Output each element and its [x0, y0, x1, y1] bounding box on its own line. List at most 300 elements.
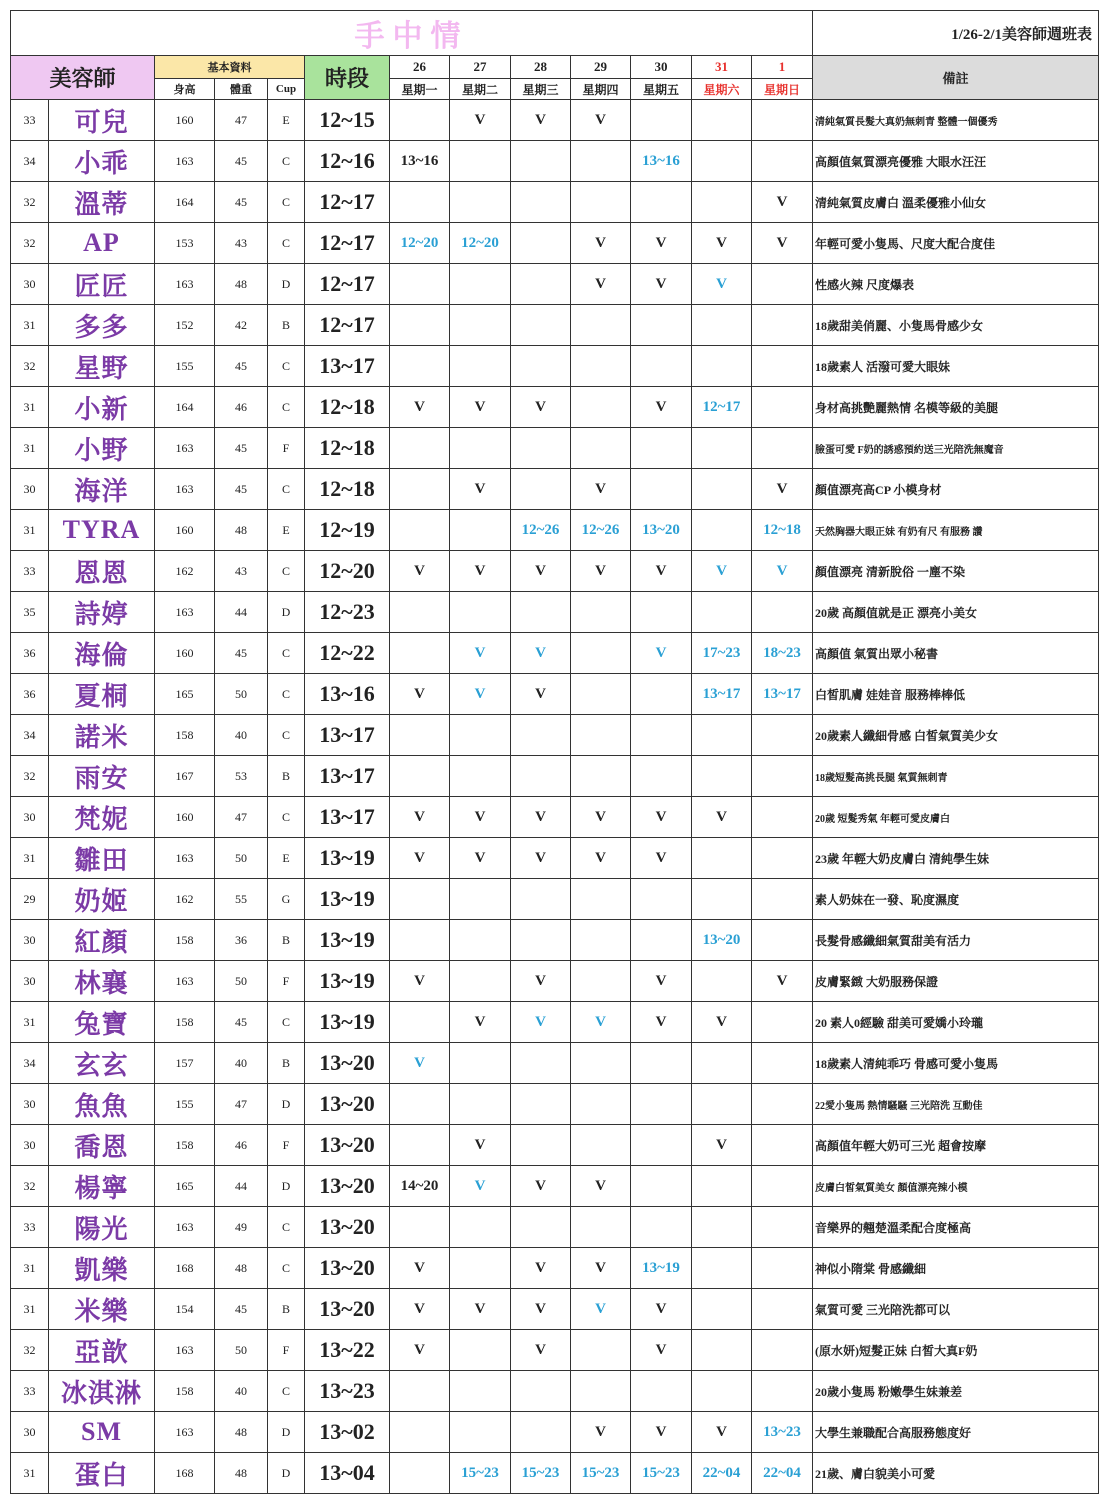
day-availability-cell: 13~20 [631, 510, 692, 551]
day-availability-cell: 13~19 [631, 1248, 692, 1289]
day-availability-cell: V [752, 223, 813, 264]
day-availability-cell [450, 141, 511, 182]
therapist-age: 32 [11, 1166, 49, 1207]
day-availability-cell [571, 1330, 631, 1371]
basic-info-header: 基本資料 [155, 56, 305, 79]
day-availability-cell: V [390, 551, 450, 592]
therapist-name: 詩婷 [49, 592, 155, 633]
day-availability-cell: V [571, 838, 631, 879]
therapist-age: 33 [11, 551, 49, 592]
shift-time: 13~20 [305, 1166, 390, 1207]
day-availability-cell: 22~04 [692, 1453, 752, 1494]
therapist-weight: 43 [215, 223, 268, 264]
therapist-cup: C [268, 141, 305, 182]
day-weekday: 星期四 [571, 79, 631, 100]
day-availability-cell [752, 1248, 813, 1289]
therapist-age: 30 [11, 920, 49, 961]
day-availability-cell [692, 1248, 752, 1289]
therapist-name: 楊寧 [49, 1166, 155, 1207]
therapist-age: 30 [11, 469, 49, 510]
therapist-cup: B [268, 1043, 305, 1084]
therapist-age: 32 [11, 346, 49, 387]
therapist-age: 30 [11, 1084, 49, 1125]
shift-time: 13~17 [305, 346, 390, 387]
note-header: 備註 [813, 56, 1099, 100]
day-availability-cell: V [390, 797, 450, 838]
day-availability-cell: V [450, 551, 511, 592]
therapist-name: 陽光 [49, 1207, 155, 1248]
day-availability-cell [390, 1207, 450, 1248]
day-availability-cell [692, 428, 752, 469]
day-availability-cell [511, 469, 571, 510]
day-availability-cell [571, 756, 631, 797]
table-row [11, 756, 1099, 797]
day-availability-cell [571, 428, 631, 469]
table-row [11, 797, 1099, 838]
therapist-name: 喬恩 [49, 1125, 155, 1166]
shift-time: 12~17 [305, 264, 390, 305]
day-availability-cell: 15~23 [571, 1453, 631, 1494]
day-availability-cell: V [631, 797, 692, 838]
day-availability-cell: V [631, 551, 692, 592]
shift-time: 12~19 [305, 510, 390, 551]
therapist-cup: C [268, 715, 305, 756]
therapist-age: 31 [11, 1248, 49, 1289]
therapist-cup: F [268, 1330, 305, 1371]
day-availability-cell [631, 469, 692, 510]
therapist-age: 33 [11, 1207, 49, 1248]
day-availability-cell [631, 1166, 692, 1207]
table-row [11, 346, 1099, 387]
shift-time: 13~20 [305, 1043, 390, 1084]
day-availability-cell [692, 182, 752, 223]
day-availability-cell [571, 633, 631, 674]
therapist-weight: 40 [215, 715, 268, 756]
therapist-name: 可兒 [49, 100, 155, 141]
day-availability-cell: V [571, 1289, 631, 1330]
day-availability-cell [752, 1371, 813, 1412]
day-availability-cell [390, 100, 450, 141]
day-availability-cell [450, 305, 511, 346]
therapist-weight: 43 [215, 551, 268, 592]
title-row [11, 11, 1099, 56]
therapist-height: 163 [155, 1412, 215, 1453]
therapist-note: (原水妍)短髮正妹 白皙大真F奶 [813, 1330, 1099, 1371]
day-availability-cell: V [631, 961, 692, 1002]
day-availability-cell: V [390, 961, 450, 1002]
shift-time: 12~18 [305, 428, 390, 469]
day-date: 26 [390, 56, 450, 79]
day-date: 29 [571, 56, 631, 79]
therapist-note: 高顏值 氣質出眾小秘書 [813, 633, 1099, 674]
therapist-weight: 49 [215, 1207, 268, 1248]
therapist-note: 大學生兼職配合高服務態度好 [813, 1412, 1099, 1453]
therapist-name: 梵妮 [49, 797, 155, 838]
therapist-cup: E [268, 510, 305, 551]
day-availability-cell: V [631, 1002, 692, 1043]
therapist-note: 20歲 短髮秀氣 年輕可愛皮膚白 [813, 797, 1099, 838]
therapist-age: 30 [11, 1125, 49, 1166]
table-row [11, 1084, 1099, 1125]
therapist-height: 163 [155, 592, 215, 633]
therapist-cup: C [268, 797, 305, 838]
day-availability-cell [571, 1207, 631, 1248]
table-row [11, 674, 1099, 715]
therapist-note: 天然胸器大眼正妹 有奶有尺 有服務 讚 [813, 510, 1099, 551]
day-availability-cell [752, 1330, 813, 1371]
therapist-weight: 45 [215, 1002, 268, 1043]
therapist-cup: F [268, 428, 305, 469]
day-availability-cell: V [390, 1289, 450, 1330]
day-availability-cell: V [511, 1330, 571, 1371]
shift-time: 13~17 [305, 715, 390, 756]
therapist-weight: 45 [215, 633, 268, 674]
day-availability-cell [752, 715, 813, 756]
day-weekday: 星期三 [511, 79, 571, 100]
therapist-weight: 36 [215, 920, 268, 961]
table-row [11, 1207, 1099, 1248]
day-availability-cell: V [390, 387, 450, 428]
therapist-age: 36 [11, 674, 49, 715]
therapist-name: 奶姬 [49, 879, 155, 920]
day-weekday: 星期五 [631, 79, 692, 100]
therapist-cup: E [268, 838, 305, 879]
therapist-name: 雨安 [49, 756, 155, 797]
therapist-age: 31 [11, 838, 49, 879]
therapist-age: 32 [11, 1330, 49, 1371]
day-availability-cell: V [752, 182, 813, 223]
day-availability-cell: V [571, 1166, 631, 1207]
day-availability-cell [692, 1166, 752, 1207]
day-availability-cell [390, 510, 450, 551]
therapist-name: 諾米 [49, 715, 155, 756]
day-availability-cell: 13~17 [692, 674, 752, 715]
day-date: 28 [511, 56, 571, 79]
day-availability-cell [571, 1371, 631, 1412]
table-row [11, 1330, 1099, 1371]
day-availability-cell [752, 838, 813, 879]
day-availability-cell [692, 1330, 752, 1371]
therapist-height: 160 [155, 510, 215, 551]
day-availability-cell: V [692, 1412, 752, 1453]
therapist-weight: 53 [215, 756, 268, 797]
therapist-cup: C [268, 182, 305, 223]
day-availability-cell: V [692, 1002, 752, 1043]
therapist-height: 158 [155, 715, 215, 756]
therapist-note: 臉蛋可愛 F奶的誘惑預約送三光陪洗無魔音 [813, 428, 1099, 469]
day-availability-cell [450, 1371, 511, 1412]
day-weekday: 星期一 [390, 79, 450, 100]
day-availability-cell: V [450, 1002, 511, 1043]
shift-time: 12~23 [305, 592, 390, 633]
day-availability-cell: V [450, 1125, 511, 1166]
therapist-height: 163 [155, 264, 215, 305]
day-availability-cell [571, 1084, 631, 1125]
therapist-name: 凱樂 [49, 1248, 155, 1289]
therapist-note: 20 素人0經驗 甜美可愛嬌小玲瓏 [813, 1002, 1099, 1043]
therapist-cup: C [268, 1371, 305, 1412]
therapist-height: 162 [155, 879, 215, 920]
shift-time: 13~22 [305, 1330, 390, 1371]
day-availability-cell: 12~17 [692, 387, 752, 428]
day-availability-cell: 15~23 [631, 1453, 692, 1494]
day-availability-cell [450, 920, 511, 961]
table-row [11, 1166, 1099, 1207]
day-availability-cell: V [450, 387, 511, 428]
therapist-name: 小乖 [49, 141, 155, 182]
day-availability-cell [631, 920, 692, 961]
day-availability-cell: V [390, 1330, 450, 1371]
day-availability-cell: V [390, 674, 450, 715]
therapist-cup: C [268, 551, 305, 592]
day-availability-cell [511, 1043, 571, 1084]
day-availability-cell: V [511, 1248, 571, 1289]
therapist-name: TYRA [49, 510, 155, 551]
day-availability-cell [752, 756, 813, 797]
therapist-cup: C [268, 674, 305, 715]
weight-header: 體重 [215, 79, 268, 100]
day-availability-cell [692, 1207, 752, 1248]
shift-time: 12~17 [305, 182, 390, 223]
shift-time: 12~16 [305, 141, 390, 182]
therapist-note: 清純氣質皮膚白 溫柔優雅小仙女 [813, 182, 1099, 223]
day-availability-cell: V [752, 551, 813, 592]
day-availability-cell: 14~20 [390, 1166, 450, 1207]
day-availability-cell [631, 756, 692, 797]
day-availability-cell [450, 346, 511, 387]
therapist-weight: 48 [215, 1412, 268, 1453]
day-availability-cell: 13~20 [692, 920, 752, 961]
therapist-height: 163 [155, 469, 215, 510]
therapist-note: 音樂界的翹楚溫柔配合度極高 [813, 1207, 1099, 1248]
day-availability-cell: V [752, 469, 813, 510]
shift-time: 12~15 [305, 100, 390, 141]
day-availability-cell: V [450, 1166, 511, 1207]
day-availability-cell [571, 305, 631, 346]
therapist-note: 素人奶妹在一發、恥度濕度 [813, 879, 1099, 920]
day-availability-cell: 13~23 [752, 1412, 813, 1453]
therapist-cup: B [268, 920, 305, 961]
therapist-height: 167 [155, 756, 215, 797]
therapist-note: 21歲、膚白貌美小可愛 [813, 1453, 1099, 1494]
day-availability-cell: V [511, 1289, 571, 1330]
therapist-cup: B [268, 1289, 305, 1330]
day-availability-cell: V [692, 1125, 752, 1166]
day-availability-cell [390, 1412, 450, 1453]
therapist-weight: 50 [215, 838, 268, 879]
shift-time: 13~16 [305, 674, 390, 715]
therapist-note: 18歲甜美俏麗、小隻馬骨感少女 [813, 305, 1099, 346]
day-availability-cell [390, 1453, 450, 1494]
day-availability-cell: V [390, 1248, 450, 1289]
day-availability-cell [511, 592, 571, 633]
therapist-cup: D [268, 592, 305, 633]
day-availability-cell: V [511, 797, 571, 838]
therapist-note: 皮膚緊緻 大奶服務保證 [813, 961, 1099, 1002]
schedule-frame [10, 10, 1099, 1494]
day-availability-cell [752, 100, 813, 141]
table-row [11, 1125, 1099, 1166]
therapist-name: 溫蒂 [49, 182, 155, 223]
day-availability-cell [390, 715, 450, 756]
day-availability-cell: V [511, 838, 571, 879]
day-availability-cell [571, 961, 631, 1002]
time-header: 時段 [305, 56, 390, 100]
day-availability-cell [450, 1043, 511, 1084]
shift-time: 12~18 [305, 387, 390, 428]
therapist-age: 29 [11, 879, 49, 920]
therapist-cup: B [268, 756, 305, 797]
day-availability-cell [631, 592, 692, 633]
therapist-name: 小新 [49, 387, 155, 428]
table-row [11, 387, 1099, 428]
therapist-note: 年輕可愛小隻馬、尺度大配合度佳 [813, 223, 1099, 264]
therapist-weight: 45 [215, 182, 268, 223]
day-availability-cell [752, 1289, 813, 1330]
therapist-name: 海洋 [49, 469, 155, 510]
table-row [11, 510, 1099, 551]
therapist-height: 155 [155, 346, 215, 387]
day-availability-cell [511, 756, 571, 797]
therapist-age: 30 [11, 961, 49, 1002]
therapist-note: 身材高挑艷麗熱情 名模等級的美腿 [813, 387, 1099, 428]
day-availability-cell: V [571, 1412, 631, 1453]
therapist-age: 31 [11, 305, 49, 346]
day-availability-cell [571, 674, 631, 715]
shift-time: 13~19 [305, 838, 390, 879]
therapist-height: 155 [155, 1084, 215, 1125]
day-availability-cell [752, 428, 813, 469]
day-weekday: 星期日 [752, 79, 813, 100]
day-availability-cell [692, 346, 752, 387]
day-availability-cell [571, 592, 631, 633]
day-availability-cell [450, 1207, 511, 1248]
day-availability-cell [631, 305, 692, 346]
day-availability-cell [692, 879, 752, 920]
therapist-name: 米樂 [49, 1289, 155, 1330]
table-row [11, 428, 1099, 469]
week-title: 1/26-2/1美容師週班表 [813, 11, 1099, 56]
day-date: 1 [752, 56, 813, 79]
table-row [11, 838, 1099, 879]
therapist-age: 34 [11, 715, 49, 756]
day-availability-cell [692, 838, 752, 879]
therapist-weight: 40 [215, 1043, 268, 1084]
therapist-cup: C [268, 346, 305, 387]
day-availability-cell [571, 879, 631, 920]
table-row [11, 1248, 1099, 1289]
day-availability-cell [450, 1412, 511, 1453]
therapist-age: 32 [11, 182, 49, 223]
therapist-name: 林襄 [49, 961, 155, 1002]
therapist-note: 18歲短髮高挑長腿 氣質無刺青 [813, 756, 1099, 797]
table-row [11, 961, 1099, 1002]
table-row [11, 715, 1099, 756]
therapist-age: 31 [11, 428, 49, 469]
day-date: 31 [692, 56, 752, 79]
therapist-weight: 45 [215, 141, 268, 182]
therapist-weight: 44 [215, 1166, 268, 1207]
therapist-name: AP [49, 223, 155, 264]
therapist-height: 160 [155, 100, 215, 141]
day-availability-cell: V [571, 100, 631, 141]
therapist-note: 20歲小隻馬 粉嫩學生妹兼差 [813, 1371, 1099, 1412]
day-availability-cell [692, 100, 752, 141]
table-row [11, 1289, 1099, 1330]
shop-title: 手中情 [11, 11, 813, 56]
therapist-age: 31 [11, 1002, 49, 1043]
therapist-cup: D [268, 1166, 305, 1207]
day-availability-cell [631, 715, 692, 756]
day-date: 27 [450, 56, 511, 79]
therapist-weight: 42 [215, 305, 268, 346]
day-availability-cell: 12~26 [571, 510, 631, 551]
day-availability-cell [511, 715, 571, 756]
therapist-height: 163 [155, 961, 215, 1002]
therapist-cup: D [268, 1084, 305, 1125]
therapist-age: 34 [11, 141, 49, 182]
therapist-weight: 47 [215, 797, 268, 838]
therapist-note: 顏值漂亮 清新脫俗 一塵不染 [813, 551, 1099, 592]
therapist-height: 153 [155, 223, 215, 264]
therapist-note: 顏值漂亮高CP 小模身材 [813, 469, 1099, 510]
therapist-weight: 50 [215, 1330, 268, 1371]
table-row [11, 100, 1099, 141]
therapist-note: 20歲 高顏值就是正 漂亮小美女 [813, 592, 1099, 633]
therapist-height: 163 [155, 838, 215, 879]
day-availability-cell [631, 182, 692, 223]
therapist-age: 31 [11, 387, 49, 428]
day-date: 30 [631, 56, 692, 79]
day-availability-cell [511, 1371, 571, 1412]
day-availability-cell [571, 920, 631, 961]
name-header: 美容師 [11, 56, 155, 100]
day-availability-cell: V [450, 838, 511, 879]
therapist-cup: C [268, 387, 305, 428]
therapist-name: 紅顏 [49, 920, 155, 961]
therapist-cup: G [268, 879, 305, 920]
shift-time: 13~20 [305, 1289, 390, 1330]
therapist-weight: 48 [215, 1453, 268, 1494]
therapist-height: 152 [155, 305, 215, 346]
day-availability-cell [571, 1125, 631, 1166]
therapist-height: 160 [155, 633, 215, 674]
therapist-cup: E [268, 100, 305, 141]
therapist-name: 恩恩 [49, 551, 155, 592]
day-availability-cell [692, 141, 752, 182]
day-availability-cell [450, 756, 511, 797]
day-availability-cell [631, 1084, 692, 1125]
day-availability-cell: V [450, 100, 511, 141]
day-availability-cell [752, 346, 813, 387]
day-availability-cell [752, 264, 813, 305]
day-availability-cell [752, 1166, 813, 1207]
therapist-age: 35 [11, 592, 49, 633]
therapist-age: 32 [11, 756, 49, 797]
therapist-height: 160 [155, 797, 215, 838]
shift-time: 13~20 [305, 1125, 390, 1166]
day-availability-cell [511, 182, 571, 223]
table-row [11, 264, 1099, 305]
day-availability-cell: 12~20 [390, 223, 450, 264]
day-availability-cell [390, 879, 450, 920]
day-availability-cell [752, 1043, 813, 1084]
therapist-height: 165 [155, 674, 215, 715]
day-availability-cell [752, 305, 813, 346]
therapist-cup: C [268, 633, 305, 674]
therapist-weight: 45 [215, 469, 268, 510]
therapist-cup: D [268, 1412, 305, 1453]
